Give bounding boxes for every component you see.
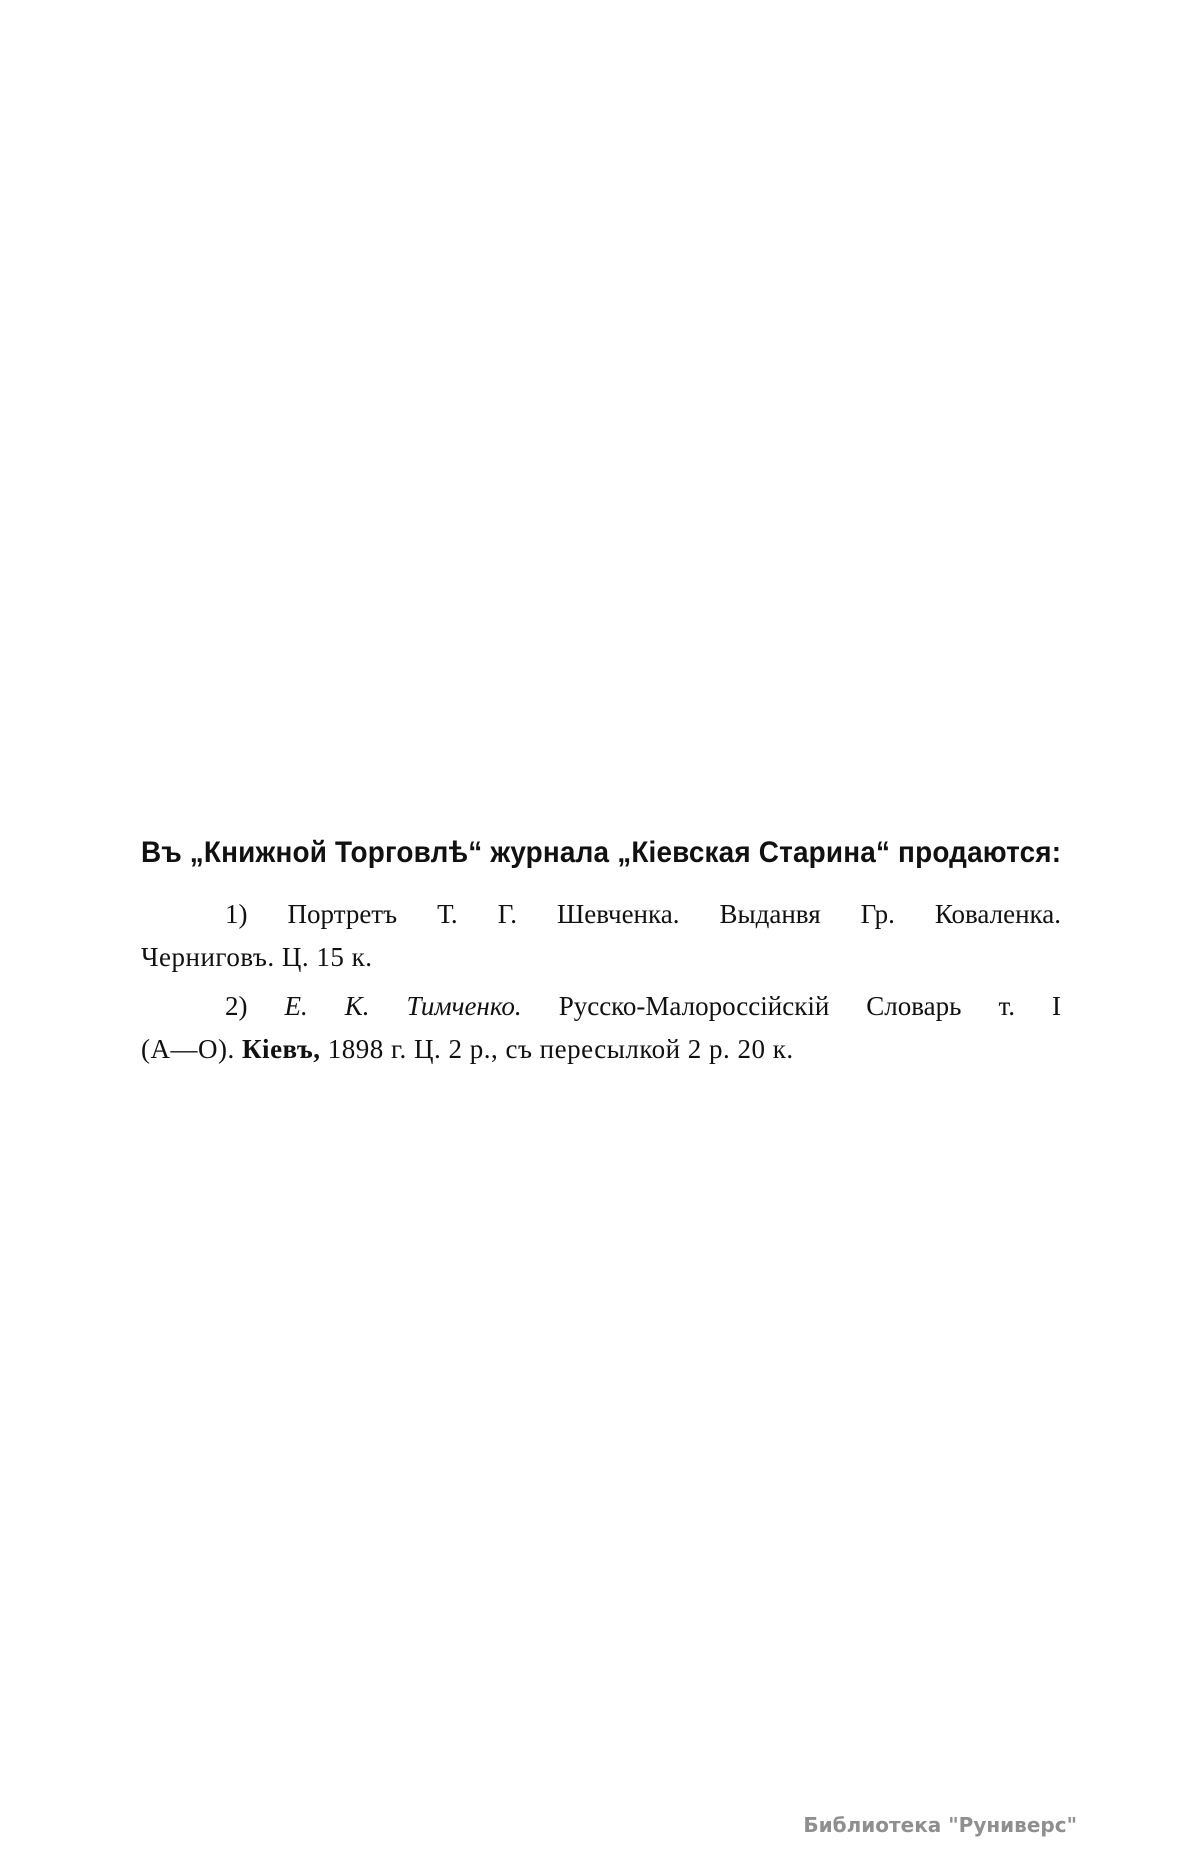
list-item [141, 893, 1061, 979]
entry-2-volume-range: (А—О). [141, 1034, 235, 1064]
entry-number: 2) [225, 991, 248, 1021]
entry-2-line-1 [141, 985, 1061, 1028]
entry-2-city: Кіевъ, [241, 1034, 321, 1064]
entry-1-line-2: Черниговъ. Ц. 15 к. [141, 942, 373, 972]
entry-2-line-2 [141, 1028, 1061, 1071]
entry-2-author: Е. К. Тимченко. [284, 991, 522, 1021]
library-watermark: Библиотека "Руниверс" [803, 1813, 1077, 1837]
advert-heading: Въ „Книжной Торговлѣ“ журнала „Кіевская Старина“ продаются: [141, 836, 1062, 869]
entry-1-text: Портретъ Т. Г. Шевченка. Выданвя Гр. Коваленка. [287, 899, 1061, 929]
advertisement-block [141, 833, 1061, 1077]
entry-2-title: Русско-Малороссійскій Словарь т. I [558, 991, 1061, 1021]
entry-1-line-1 [141, 893, 1061, 936]
entry-number: 1) [225, 899, 248, 929]
entry-2-price: 1898 г. Ц. 2 р., съ пересылкой 2 р. 20 к. [327, 1034, 794, 1064]
list-item [141, 985, 1061, 1071]
